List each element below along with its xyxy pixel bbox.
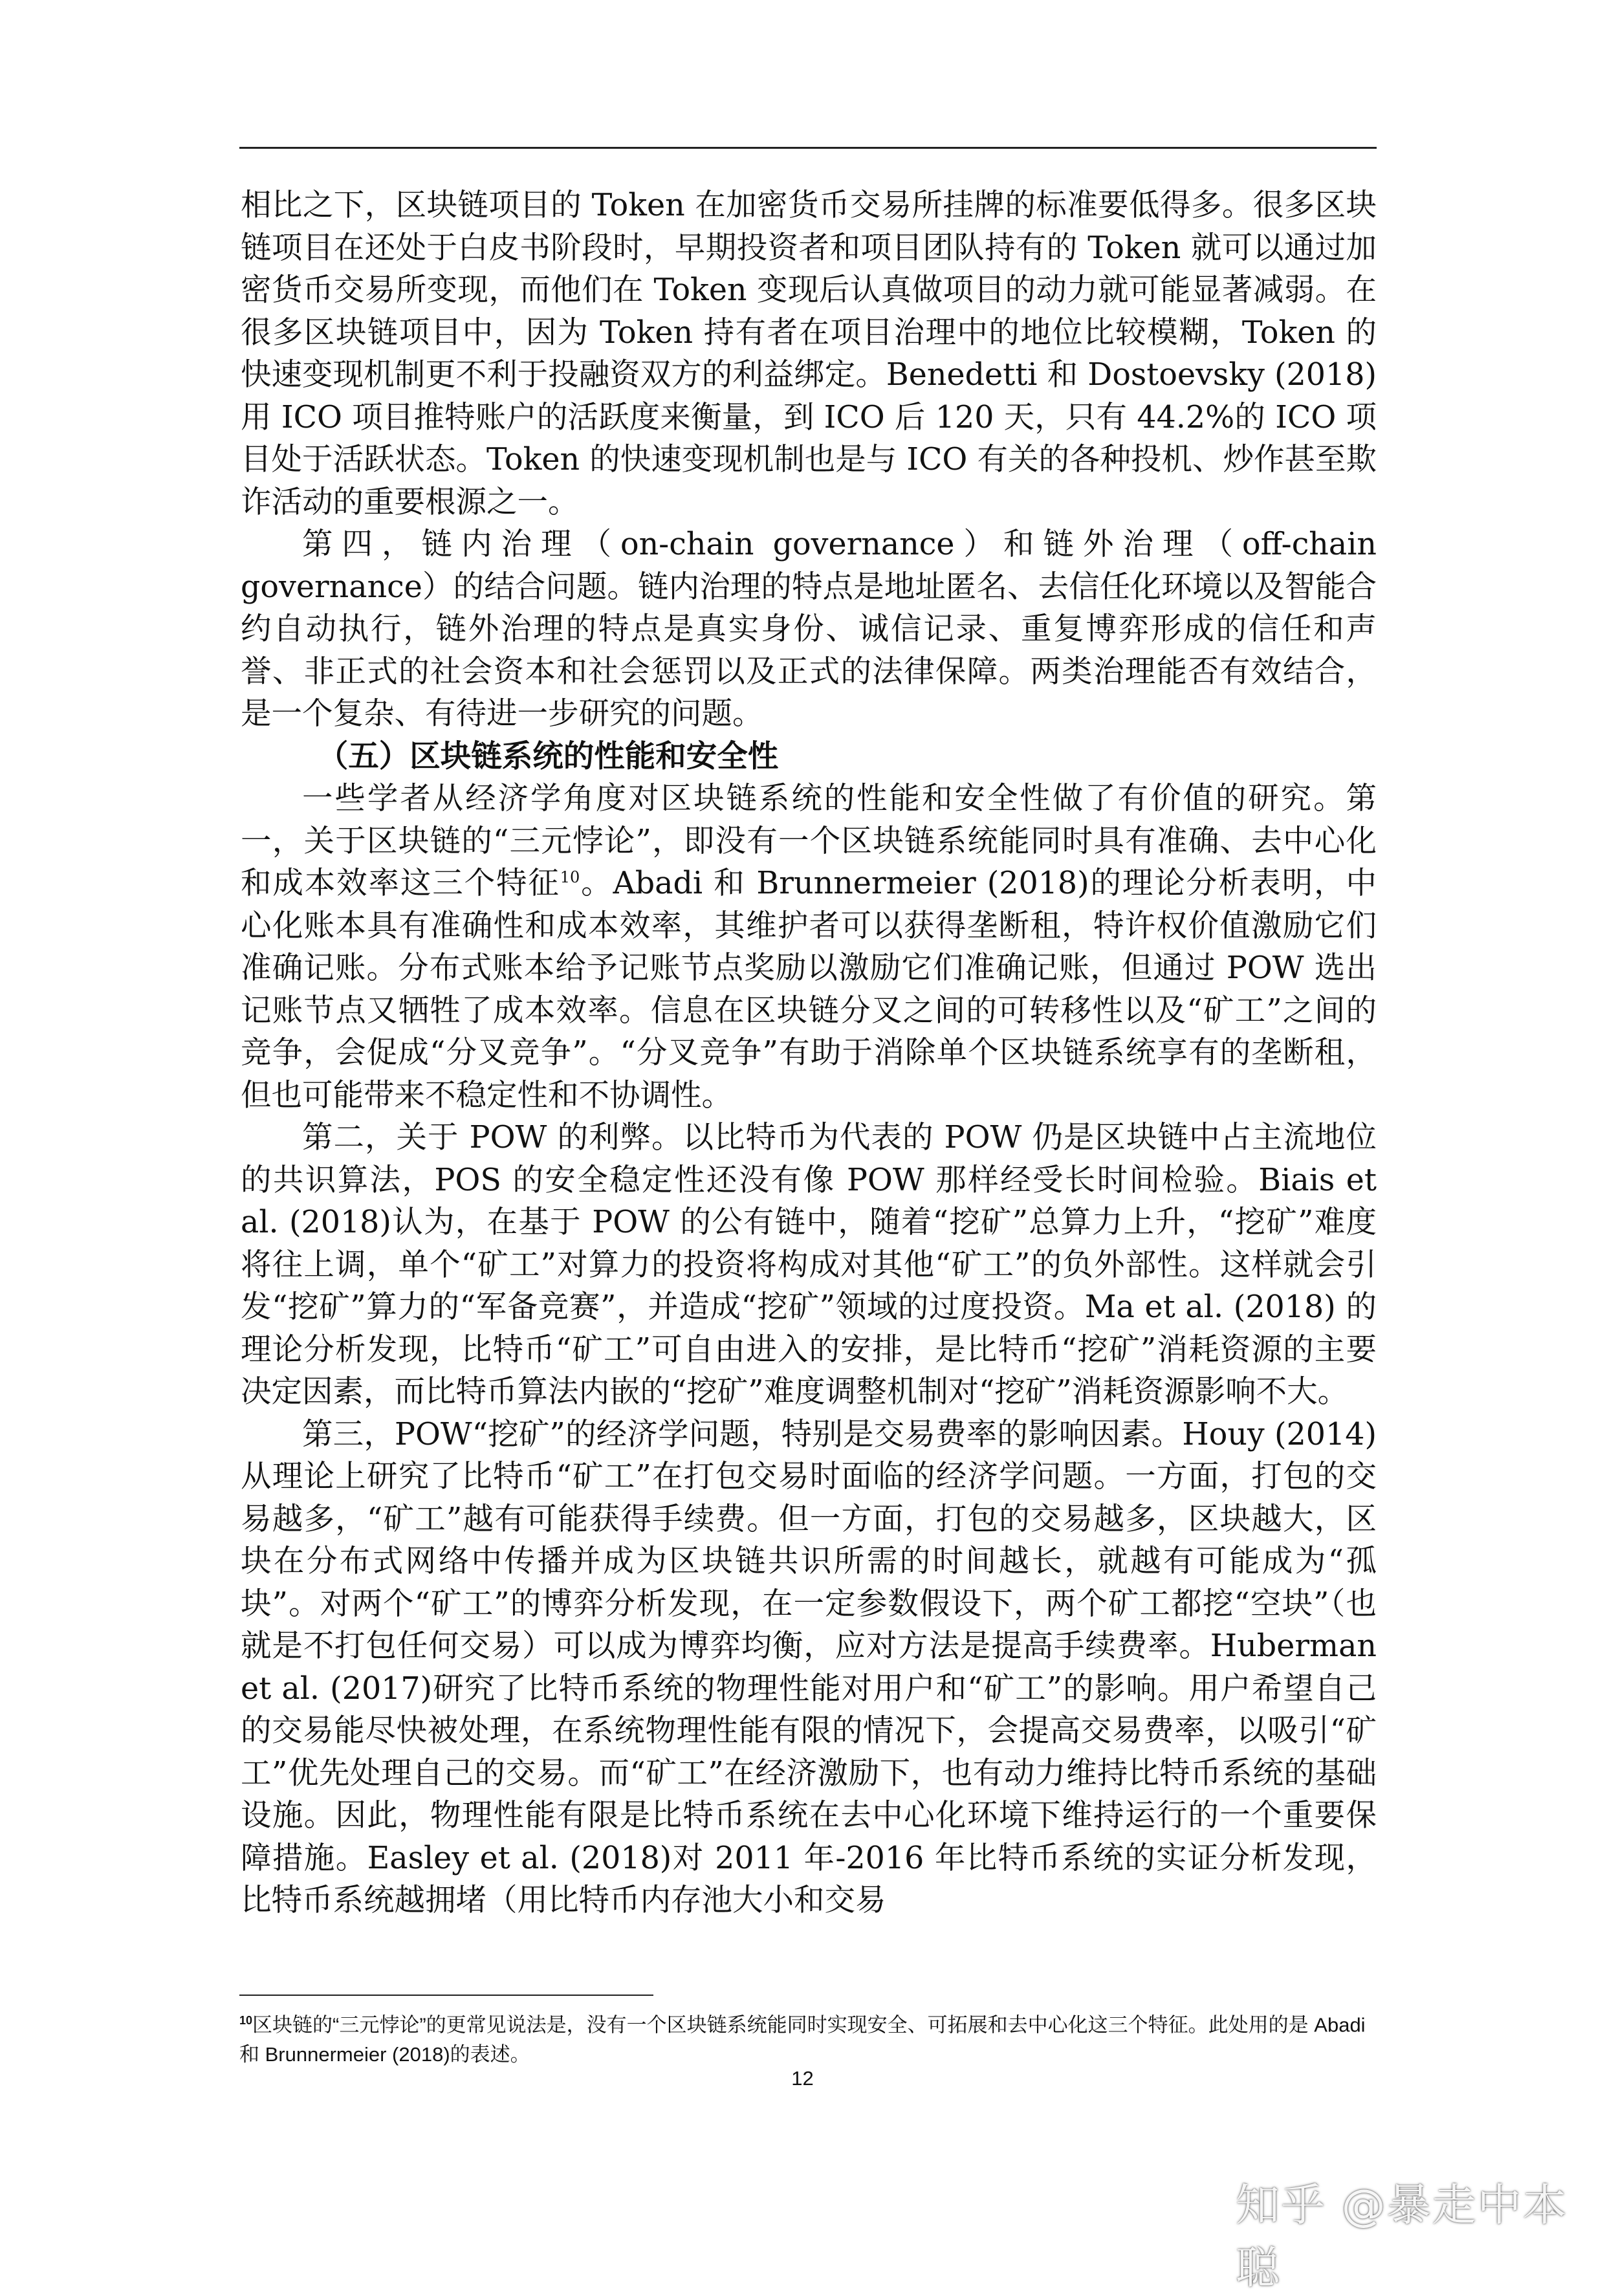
- paragraph-fourth-governance: 第四，链内治理（on-chain governance）和链外治理（off-chain governance）的结合问题。链内治理的特点是地址匿名、去信任化环境以及智能合约自动执行，链外治理的特点是真实身份、诚信记录、重复博弈形成的信任和声誉、非正式的社会资本和社会惩罚以及正式的法律保障。两类治理能否有效结合，是一个复杂、有待进一步研究的问题。: [241, 527, 1377, 732]
- paragraph-trilemma: [241, 778, 1377, 1117]
- footnote-number: 10: [239, 2014, 253, 2027]
- footnote-text: 区块链的“三元悖论”的更常见说法是，没有一个区块链系统能同时实现安全、可拓展和去中心化这三个特征。此处用的是 Abadi 和 Brunnermeier (2018)的表述。: [239, 2013, 1366, 2066]
- footnote: [239, 2006, 1377, 2070]
- section-heading: （五）区块链系统的性能和安全性: [317, 738, 779, 774]
- body-text: [241, 184, 1377, 1922]
- footnote-rule: [239, 1995, 653, 1996]
- paragraph-mining-economics: 第三，POW“挖矿”的经济学问题，特别是交易费率的影响因素。Houy (2014)从理论上研究了比特币“矿工”在打包交易时面临的经济学问题。一方面，打包的交易越多，“矿工”越有可能获得手续费。但一方面，打包的交易越多，区块越大，区块在分布式网络中传播并成为区块链共识所需的时间越长，就越有可能成为“孤块”。对两个“矿工”的博弈分析发现，在一定参数假设下，两个矿工都挖“空块”（也就是不打包任何交易）可以成为博弈均衡，应对方法是提高手续费率。Huberman et al. (2017)研究了比特币系统的物理性能对用户和“矿工”的影响。用户希望自己的交易能尽快被处理，在系统物理性能有限的情况下，会提高交易费率，以吸引“矿工”优先处理自己的交易。而“矿工”在经济激励下，也有动力维持比特币系统的基础设施。因此，物理性能有限是比特币系统在去中心化环境下维持运行的一个重要保障措施。Easley et al. (2018)对 2011 年-2016 年比特币系统的实证分析发现，比特币系统越拥堵（用比特币内存池大小和交易: [241, 1416, 1377, 1918]
- trilemma-text-a: 一些学者从经济学角度对区块链系统的性能和安全性做了有价值的研究。第一，关于区块链的“三元悖论”，即没有一个区块链系统能同时具有准确、去中心化和成本效率这三个特征: [241, 781, 1377, 901]
- watermark: 知乎 @暴走中本聪: [1236, 2180, 1568, 2294]
- page-number: 12: [791, 2067, 814, 2090]
- footnote-reference[interactable]: 10: [560, 868, 580, 887]
- trilemma-text-b: 。Abadi 和 Brunnermeier (2018)的理论分析表明，中心化账本具有准确性和成本效率，其维护者可以获得垄断租，特许权价值激励它们准确记账。分布式账本给予记账节点奖励以激励它们准确记账，但通过 POW 选出记账节点又牺牲了成本效率。信息在区块链分叉之间的可转移性以及“矿工”之间的竞争，会促成“分叉竞争”。“分叉竞争”有助于消除单个区块链系统享有的垄断租，但也可能带来不稳定性和不协调性。: [241, 866, 1377, 1113]
- paragraph-continuation: 相比之下，区块链项目的 Token 在加密货币交易所挂牌的标准要低得多。很多区块链项目在还处于白皮书阶段时，早期投资者和项目团队持有的 Token 就可以通过加密货币交易所变现，而他们在 Token 变现后认真做项目的动力就可能显著减弱。在很多区块链项目中，因为 Token 持有者在项目治理中的地位比较模糊，Token 的快速变现机制更不利于投融资双方的利益绑定。Benedetti 和 Dostoevsky (2018)用 ICO 项目推特账户的活跃度来衡量，到 ICO 后 120 天，只有 44.2%的 ICO 项目处于活跃状态。Token 的快速变现机制也是与 ICO 有关的各种投机、炒作甚至欺诈活动的重要根源之一。: [241, 188, 1377, 520]
- header-rule: [239, 147, 1377, 149]
- paragraph-pow: 第二，关于 POW 的利弊。以比特币为代表的 POW 仍是区块链中占主流地位的共识算法，POS 的安全稳定性还没有像 POW 那样经受长时间检验。Biais et al. (2018)认为，在基于 POW 的公有链中，随着“挖矿”总算力上升，“挖矿”难度将往上调，单个“矿工”对算力的投资将构成对其他“矿工”的负外部性。这样就会引发“挖矿”算力的“军备竞赛”，并造成“挖矿”领域的过度投资。Ma et al. (2018) 的理论分析发现，比特币“矿工”可自由进入的安排，是比特币“挖矿”消耗资源的主要决定因素，而比特币算法内嵌的“挖矿”难度调整机制对“挖矿”消耗资源影响不大。: [241, 1120, 1377, 1410]
